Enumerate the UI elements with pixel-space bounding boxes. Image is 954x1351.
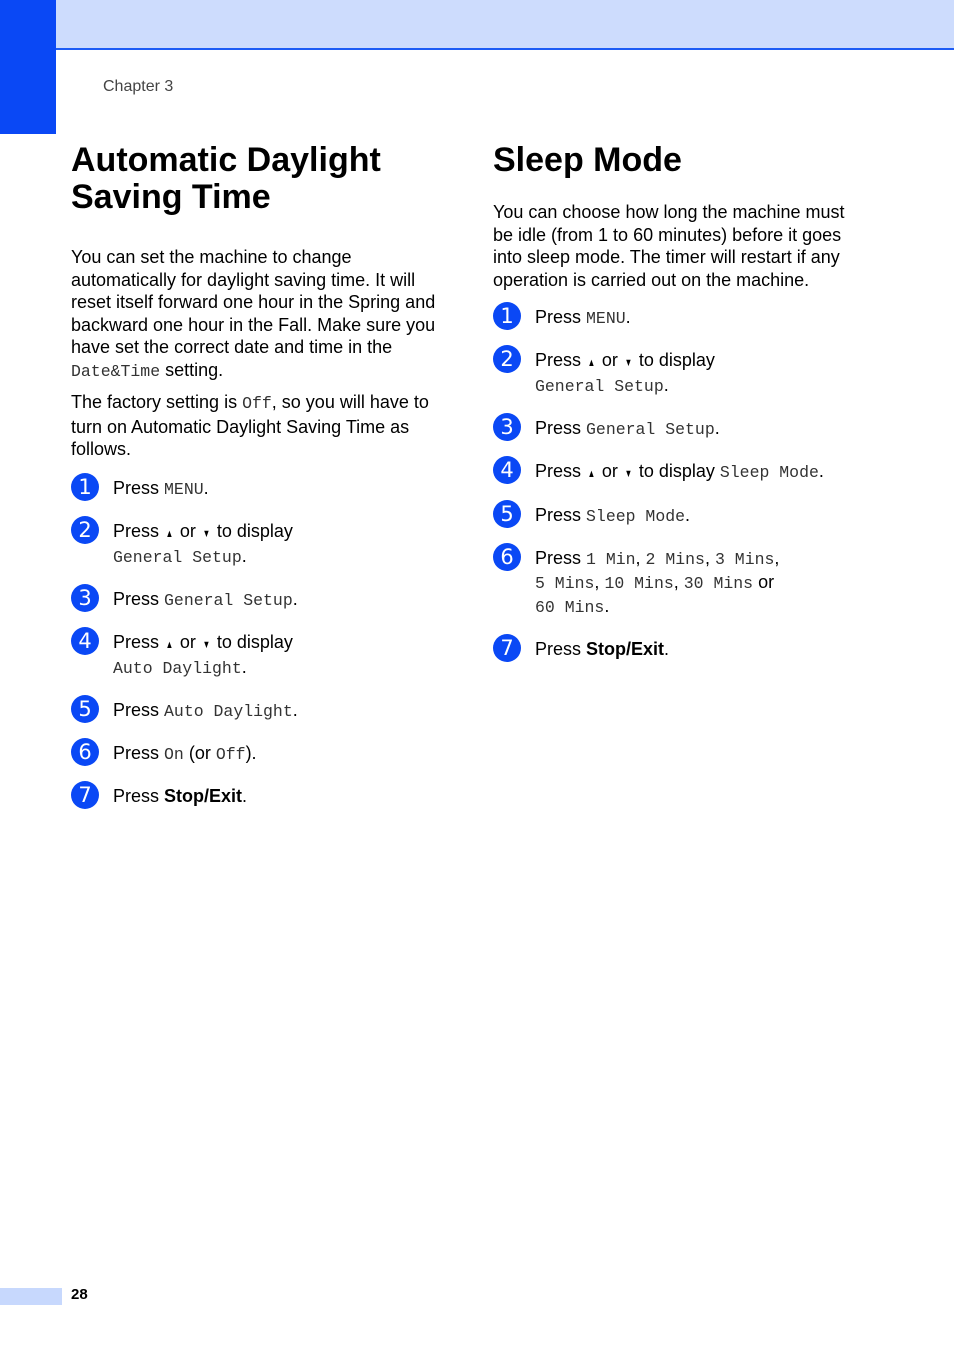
step-item: 7 Press Stop/Exit.	[493, 638, 863, 660]
key-label: Stop/Exit	[164, 785, 243, 806]
menu-code: On	[164, 744, 184, 764]
step-number-badge: 3	[493, 413, 521, 441]
step-number-badge: 6	[71, 738, 99, 766]
step-number-badge: 4	[71, 627, 99, 655]
step-item: 3 Press General Setup.	[71, 588, 441, 612]
page-number: 28	[71, 1286, 88, 1303]
step-item: 2 Press ▲ or ▼ to display General Setup.	[493, 349, 863, 398]
up-arrow-icon: ▲	[587, 357, 596, 369]
step-item: 5 Press Auto Daylight.	[71, 699, 441, 723]
up-arrow-icon: ▲	[165, 527, 174, 540]
menu-code: 2 Mins	[645, 550, 705, 569]
step-item: 5 Press Sleep Mode.	[493, 504, 863, 528]
menu-code: 5 Mins	[535, 574, 595, 593]
menu-code: Sleep Mode	[586, 507, 686, 526]
sleep-steps	[493, 306, 863, 660]
step-item: 6 Press 1 Min, 2 Mins, 3 Mins, 5 Mins, 10 Mins, 30 Mins or 60 Mins.	[493, 547, 863, 619]
menu-code: Sleep Mode	[719, 463, 819, 482]
step-item: 4 Press ▲ or ▼ to display Sleep Mode.	[493, 460, 863, 485]
menu-code: General Setup	[535, 377, 664, 396]
step-number-badge: 4	[493, 456, 521, 484]
down-arrow-icon: ▼	[624, 468, 633, 480]
menu-code: MENU	[164, 479, 204, 499]
menu-code: 3 Mins	[714, 550, 775, 569]
menu-code: 60 Mins	[535, 598, 605, 617]
step-item: 2 Press ▲ or ▼ to display General Setup.	[71, 520, 441, 569]
menu-code: Date&Time	[71, 361, 161, 381]
step-number-badge: 5	[71, 695, 99, 723]
up-arrow-icon: ▲	[165, 638, 174, 651]
menu-code: General Setup	[113, 547, 242, 567]
menu-code: Auto Daylight	[113, 658, 242, 678]
section-title-sleep: Sleep Mode	[493, 141, 682, 179]
sleep-intro-paragraph: You can choose how long the machine must be idle (from 1 to 60 minutes) before it goes into sleep mode. The timer will restart if any operation is carried out on the machine.	[493, 202, 845, 290]
right-column	[493, 142, 863, 679]
down-arrow-icon: ▼	[624, 357, 633, 369]
step-item: 1 Press MENU.	[493, 306, 863, 330]
step-number-badge: 3	[71, 584, 99, 612]
step-item: 3 Press General Setup.	[493, 417, 863, 441]
key-label: Stop/Exit	[586, 639, 665, 659]
factory-paragraph: The factory setting is Off, so you will have to turn on Automatic Daylight Saving Time as follows.	[71, 392, 429, 459]
menu-code: 10 Mins	[604, 574, 674, 593]
up-arrow-icon: ▲	[587, 468, 596, 480]
chapter-label: Chapter 3	[103, 78, 174, 95]
menu-code: General Setup	[586, 420, 715, 439]
down-arrow-icon: ▼	[202, 527, 211, 540]
menu-code: 30 Mins	[683, 574, 754, 593]
step-item: 4 Press ▲ or ▼ to display Auto Daylight.	[71, 631, 441, 680]
step-number-badge: 1	[493, 302, 521, 330]
step-item: 1 Press MENU.	[71, 477, 441, 501]
step-item: 7 Press Stop/Exit.	[71, 785, 441, 807]
page-number-tab	[0, 1288, 62, 1305]
left-column	[71, 142, 441, 826]
header-band	[0, 0, 954, 50]
step-number-badge: 6	[493, 543, 521, 571]
step-number-badge: 2	[71, 516, 99, 544]
step-number-badge: 2	[493, 345, 521, 373]
menu-code: MENU	[586, 309, 626, 328]
menu-code: Off	[242, 394, 272, 413]
section-title-daylight: Automatic Daylight Saving Time	[71, 141, 381, 216]
chapter-tab	[0, 0, 56, 134]
menu-code: 1 Min	[586, 550, 636, 569]
down-arrow-icon: ▼	[202, 638, 211, 651]
menu-code: General Setup	[164, 590, 293, 610]
menu-code: Off	[215, 744, 246, 764]
step-number-badge: 5	[493, 500, 521, 528]
step-item: 6 Press On (or Off).	[71, 742, 441, 766]
menu-code: Auto Daylight	[164, 701, 293, 721]
step-number-badge: 1	[71, 473, 99, 501]
step-number-badge: 7	[71, 781, 99, 809]
intro-paragraph: You can set the machine to change automatically for daylight saving time. It will reset itself forward one hour in the Spring and backward one hour in the Fall. Make sure you have set the correct date and time in the Date&Time setting.	[71, 247, 436, 381]
daylight-steps	[71, 474, 441, 807]
step-number-badge: 7	[493, 634, 521, 662]
